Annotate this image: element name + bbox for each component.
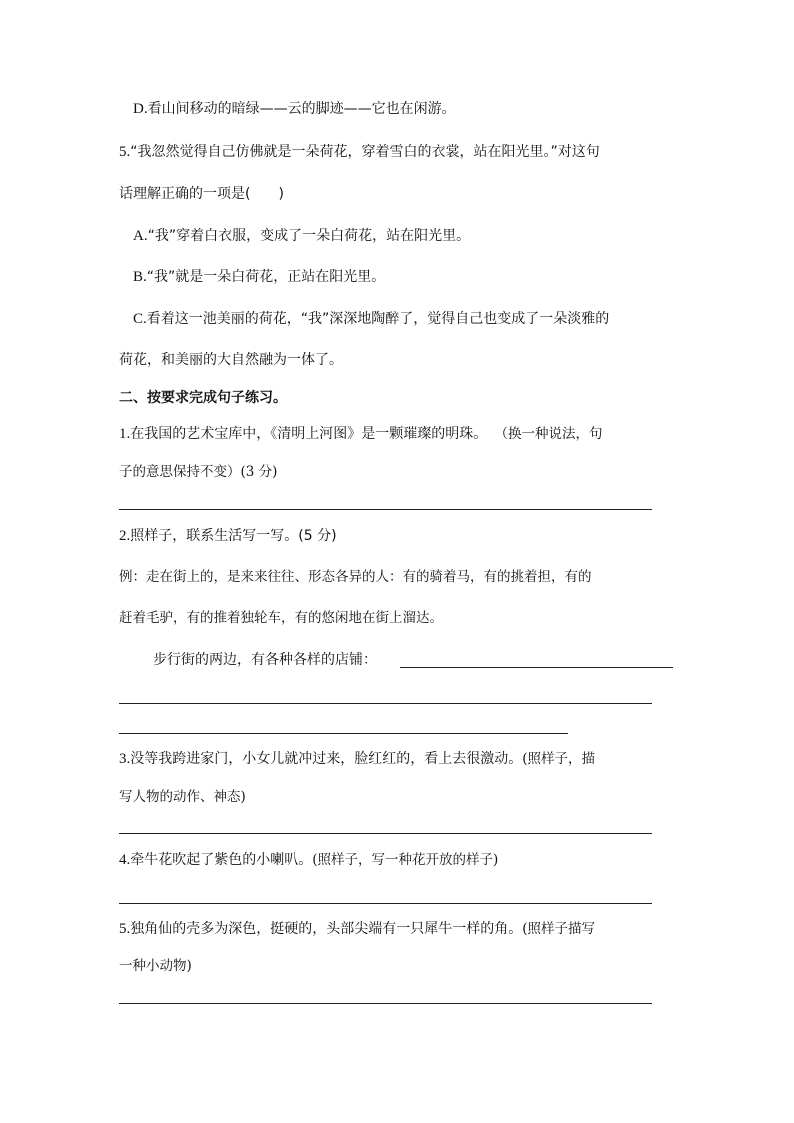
option-text: “我”穿着白衣服，变成了一朵白荷花，站在阳光里。: [147, 228, 471, 244]
q5-option-a: [133, 227, 470, 245]
option-text: 看山间移动的暗绿——云的脚迹——它也在闲游。: [147, 101, 456, 117]
item-note: （换一种说法，句: [501, 426, 603, 442]
item-number: 4.: [119, 852, 131, 868]
answer-line[interactable]: [119, 703, 652, 704]
item-note: (照样子，写一种花开放的样子): [312, 852, 499, 868]
question-number: 5.: [119, 144, 131, 160]
item-text: 牵牛花吹起了紫色的小喇叭。: [130, 852, 313, 868]
option-text: 看着这一池美丽的荷花，“我”深深地陶醉了，觉得自己也变成了一朵淡雅的: [146, 311, 610, 327]
q4-option-d: [133, 100, 456, 118]
item-number: 2.: [119, 528, 131, 544]
q5-option-c-line2: 荷花，和美丽的大自然融为一体了。: [119, 352, 343, 368]
item-text: 在我国的艺术宝库中，《清明上河图》是一颗璀璨的明珠。: [130, 426, 488, 442]
option-letter: D.: [133, 101, 148, 117]
section-heading: 二、按要求完成句子练习。: [119, 390, 287, 406]
item5-note-line2: 一种小动物): [119, 958, 192, 974]
answer-line[interactable]: [119, 509, 652, 510]
item2-line1: [119, 527, 337, 545]
item2-example-line2: 赶着毛驴，有的推着独轮车，有的悠闲地在街上溜达。: [119, 610, 443, 626]
q5-stem-line1: [119, 143, 600, 161]
item-number: 5.: [119, 921, 131, 937]
option-letter: C.: [133, 311, 147, 327]
answer-line[interactable]: [119, 1003, 652, 1004]
item1-note-line2: 子的意思保持不变）(3 分): [119, 464, 278, 480]
item2-prompt: 步行街的两边，有各种各样的店铺：: [153, 652, 377, 668]
option-letter: B.: [133, 269, 147, 285]
item5-line1: [119, 920, 595, 938]
answer-line[interactable]: [119, 903, 652, 904]
item3-note-line2: 写人物的动作、神态): [119, 789, 246, 805]
item3-line1: [119, 750, 595, 768]
q5-option-b: [133, 268, 385, 286]
item-note: (照样子，描: [522, 751, 596, 767]
answer-line[interactable]: [119, 833, 652, 834]
item-text: 独角仙的壳多为深色，挺硬的，头部尖端有一只犀牛一样的角。: [130, 921, 523, 937]
option-letter: A.: [133, 228, 148, 244]
item-number: 3.: [119, 751, 131, 767]
item-number: 1.: [119, 426, 131, 442]
item2-example-line1: 例：走在街上的，是来来往往、形态各异的人：有的骑着马，有的挑着担，有的: [119, 569, 592, 585]
item4-line1: [119, 851, 498, 869]
question-text: “我忽然觉得自己仿佛就是一朵荷花，穿着雪白的衣裳，站在阳光里。”对这句: [130, 144, 600, 160]
answer-line[interactable]: [400, 667, 673, 668]
item-text: 照样子，联系生活写一写。(5 分): [130, 528, 337, 544]
item1-line1: [119, 425, 603, 443]
q5-option-c-line1: [133, 310, 609, 328]
q5-stem-line2: 话理解正确的一项是( ): [119, 186, 284, 202]
answer-line[interactable]: [119, 733, 568, 734]
item-note: (照样子描写: [522, 921, 596, 937]
item-text: 没等我跨进家门，小女儿就冲过来，脸红红的，看上去很激动。: [130, 751, 523, 767]
option-text: “我”就是一朵白荷花，正站在阳光里。: [146, 269, 386, 285]
